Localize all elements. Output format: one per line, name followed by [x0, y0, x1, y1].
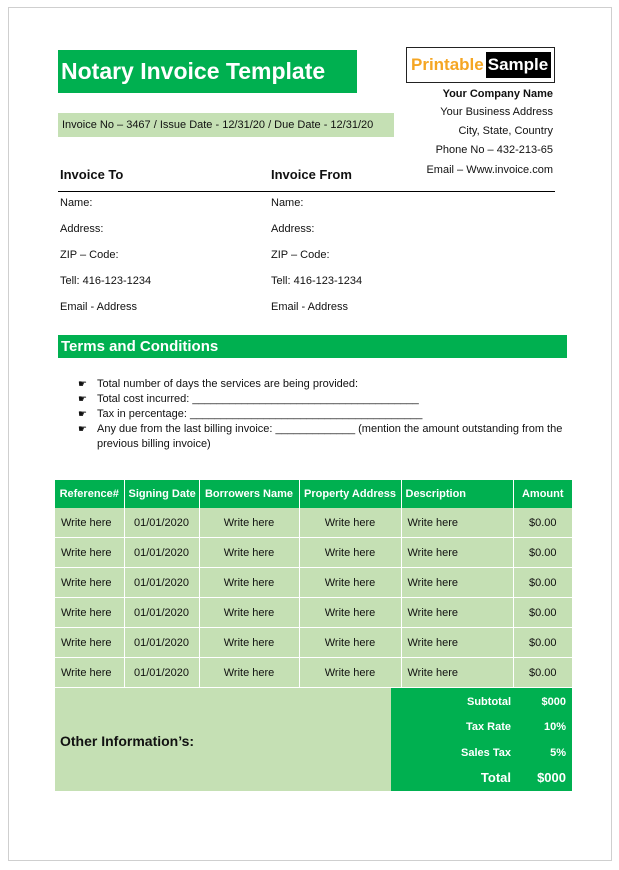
- table-row: [55, 658, 572, 688]
- items-table: [55, 480, 572, 688]
- terms-item: ☛ Tax in percentage: ______________________________________: [78, 408, 423, 420]
- logo-text-sample: Sample: [486, 52, 551, 78]
- cell-borrowers-name[interactable]: Write here: [199, 628, 299, 658]
- invoice-to-zip: ZIP – Code:: [60, 249, 119, 261]
- company-address: Your Business Address: [440, 106, 553, 118]
- pointing-hand-icon: ☛: [78, 394, 87, 405]
- cell-property-address[interactable]: Write here: [299, 568, 401, 598]
- cell-borrowers-name[interactable]: Write here: [199, 568, 299, 598]
- cell-description[interactable]: Write here: [401, 598, 513, 628]
- terms-list: [78, 377, 568, 452]
- header-amount: Amount: [513, 480, 572, 508]
- invoice-to-address: Address:: [60, 223, 104, 235]
- invoice-to-name: Name:: [60, 197, 93, 209]
- cell-reference[interactable]: Write here: [55, 628, 124, 658]
- cell-signing-date[interactable]: 01/01/2020: [124, 598, 199, 628]
- cell-property-address[interactable]: Write here: [299, 508, 401, 538]
- total-label: Total: [480, 770, 511, 785]
- subtotal-label: Subtotal: [467, 696, 511, 708]
- cell-amount[interactable]: $0.00: [513, 508, 572, 538]
- tax-rate-value: 10%: [543, 721, 566, 733]
- company-city: City, State, Country: [458, 125, 553, 137]
- cell-signing-date[interactable]: 01/01/2020: [124, 568, 199, 598]
- table-row: [55, 538, 572, 568]
- terms-item: ☛ Total number of days the services are being provided:: [78, 378, 359, 390]
- cell-borrowers-name[interactable]: Write here: [199, 658, 299, 688]
- cell-signing-date[interactable]: 01/01/2020: [124, 508, 199, 538]
- table-row: [55, 508, 572, 538]
- cell-description[interactable]: Write here: [401, 538, 513, 568]
- document-title: Notary Invoice Template: [58, 50, 357, 93]
- cell-property-address[interactable]: Write here: [299, 658, 401, 688]
- cell-description[interactable]: Write here: [401, 508, 513, 538]
- terms-item: ☛ Total cost incurred: _____________________________________: [78, 393, 419, 405]
- company-email: Email – Www.invoice.com: [426, 164, 553, 176]
- cell-amount[interactable]: $0.00: [513, 538, 572, 568]
- cell-signing-date[interactable]: 01/01/2020: [124, 658, 199, 688]
- cell-property-address[interactable]: Write here: [299, 628, 401, 658]
- cell-property-address[interactable]: Write here: [299, 598, 401, 628]
- cell-amount[interactable]: $0.00: [513, 568, 572, 598]
- terms-heading: Terms and Conditions: [58, 335, 567, 358]
- cell-amount[interactable]: $0.00: [513, 628, 572, 658]
- invoice-from-email: Email - Address: [271, 301, 349, 313]
- divider: [58, 191, 555, 192]
- header-description: Description: [401, 480, 513, 508]
- table-row: [55, 628, 572, 658]
- cell-description[interactable]: Write here: [401, 628, 513, 658]
- table-row: [55, 598, 572, 628]
- logo-text-printable: Printable: [411, 55, 484, 74]
- invoice-from-zip: ZIP – Code:: [271, 249, 330, 261]
- table-header-row: [55, 480, 572, 508]
- cell-reference[interactable]: Write here: [55, 568, 124, 598]
- sales-tax-label: Sales Tax: [461, 747, 511, 759]
- cell-reference[interactable]: Write here: [55, 538, 124, 568]
- other-info-label: Other Information’s:: [60, 733, 195, 749]
- invoice-from-tell: Tell: 416-123-1234: [271, 275, 363, 287]
- cell-borrowers-name[interactable]: Write here: [199, 538, 299, 568]
- invoice-meta: Invoice No – 3467 / Issue Date - 12/31/20 / Due Date - 12/31/20: [58, 113, 394, 137]
- header-signing-date: Signing Date: [124, 480, 199, 508]
- invoice-to-heading: Invoice To: [60, 167, 124, 182]
- invoice-from-name: Name:: [271, 197, 304, 209]
- cell-description[interactable]: Write here: [401, 658, 513, 688]
- total-value: $000: [537, 770, 566, 785]
- cell-signing-date[interactable]: 01/01/2020: [124, 628, 199, 658]
- invoice-to-email: Email - Address: [60, 301, 138, 313]
- subtotal-value: $000: [541, 696, 566, 708]
- brand-logo: [406, 47, 555, 83]
- cell-description[interactable]: Write here: [401, 568, 513, 598]
- company-phone: Phone No – 432-213-65: [435, 144, 553, 156]
- invoice-from-address: Address:: [271, 223, 315, 235]
- invoice-from-heading: Invoice From: [271, 167, 352, 182]
- table-row: [55, 568, 572, 598]
- cell-reference[interactable]: Write here: [55, 598, 124, 628]
- invoice-to-tell: Tell: 416-123-1234: [60, 275, 152, 287]
- cell-property-address[interactable]: Write here: [299, 538, 401, 568]
- sales-tax-value: 5%: [550, 747, 566, 759]
- pointing-hand-icon: ☛: [78, 424, 87, 435]
- cell-reference[interactable]: Write here: [55, 508, 124, 538]
- cell-borrowers-name[interactable]: Write here: [199, 508, 299, 538]
- cell-amount[interactable]: $0.00: [513, 658, 572, 688]
- header-reference: Reference#: [55, 480, 124, 508]
- cell-amount[interactable]: $0.00: [513, 598, 572, 628]
- header-property-address: Property Address: [299, 480, 401, 508]
- cell-signing-date[interactable]: 01/01/2020: [124, 538, 199, 568]
- header-borrowers-name: Borrowers Name: [199, 480, 299, 508]
- tax-rate-label: Tax Rate: [465, 721, 511, 733]
- pointing-hand-icon: ☛: [78, 409, 87, 420]
- company-name: Your Company Name: [442, 88, 553, 100]
- cell-borrowers-name[interactable]: Write here: [199, 598, 299, 628]
- terms-item: ☛ Any due from the last billing invoice: _____________ (mention the amount outstanding from the previous billing invoice): [78, 423, 563, 450]
- pointing-hand-icon: ☛: [78, 379, 87, 390]
- cell-reference[interactable]: Write here: [55, 658, 124, 688]
- totals-box: [391, 688, 572, 791]
